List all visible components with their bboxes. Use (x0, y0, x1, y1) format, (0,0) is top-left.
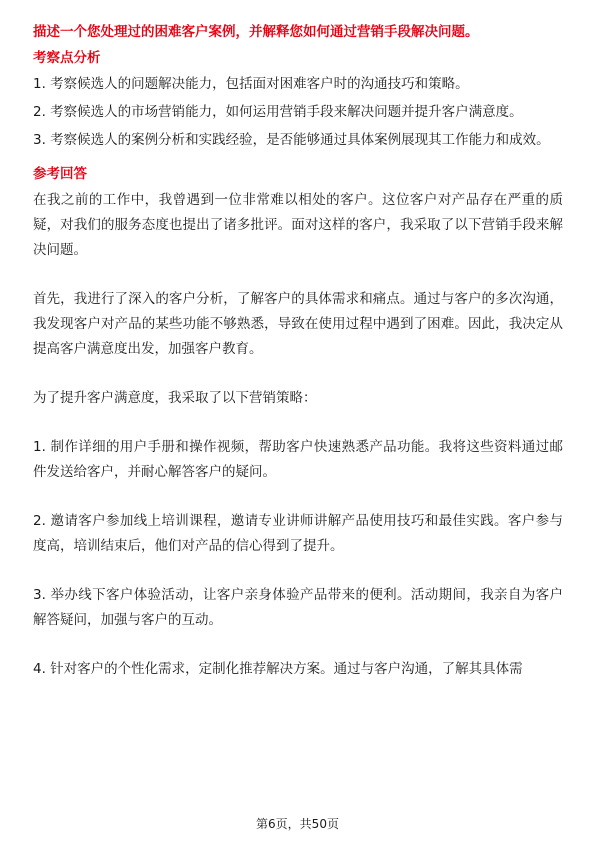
answer-paragraph: 为了提升客户满意度，我采取了以下营销策略： (33, 390, 317, 406)
answer-paragraph: 3. 举办线下客户体验活动，让客户亲身体验产品带来的便利。活动期间，我亲自为客户解答疑问，加强与客户的互动。 (33, 587, 563, 628)
answer-paragraph: 4. 针对客户的个性化需求，定制化推荐解决方案。通过与客户沟通，了解其具体需 (33, 661, 523, 677)
answer-body (33, 188, 563, 682)
analysis-point: 3. 考察候选人的案例分析和实践经验，是否能够通过具体案例展现其工作能力和成效。 (33, 132, 550, 148)
page-number: 第6页，共50页 (256, 817, 339, 831)
answer-paragraph: 1. 制作详细的用户手册和操作视频，帮助客户快速熟悉产品功能。我将这些资料通过邮件发送给客户，并耐心解答客户的疑问。 (33, 439, 563, 480)
analysis-point: 1. 考察候选人的问题解决能力，包括面对困难客户时的沟通技巧和策略。 (33, 76, 469, 92)
analysis-point: 2. 考察候选人的市场营销能力，如何运用营销手段来解决问题并提升客户满意度。 (33, 104, 523, 120)
analysis-title: 考察点分析 (33, 50, 101, 66)
answer-paragraph: 2. 邀请客户参加线上培训课程，邀请专业讲师讲解产品使用技巧和最佳实践。客户参与度高，培训结束后，他们对产品的信心得到了提升。 (33, 513, 563, 554)
page-content (33, 22, 563, 682)
answer-paragraph: 在我之前的工作中，我曾遇到一位非常难以相处的客户。这位客户对产品存在严重的质疑，对我们的服务态度也提出了诸多批评。面对这样的客户，我采取了以下营销手段来解决问题。 (33, 192, 563, 258)
analysis-points (33, 72, 563, 152)
question-heading: 描述一个您处理过的困难客户案例，并解释您如何通过营销手段解决问题。 (33, 24, 479, 40)
answer-paragraph: 首先，我进行了深入的客户分析，了解客户的具体需求和痛点。通过与客户的多次沟通，我发现客户对产品的某些功能不够熟悉，导致在使用过程中遇到了困难。因此，我决定从提高客户满意度出发，加强客户教育。 (33, 291, 563, 357)
answer-title: 参考回答 (33, 166, 87, 182)
